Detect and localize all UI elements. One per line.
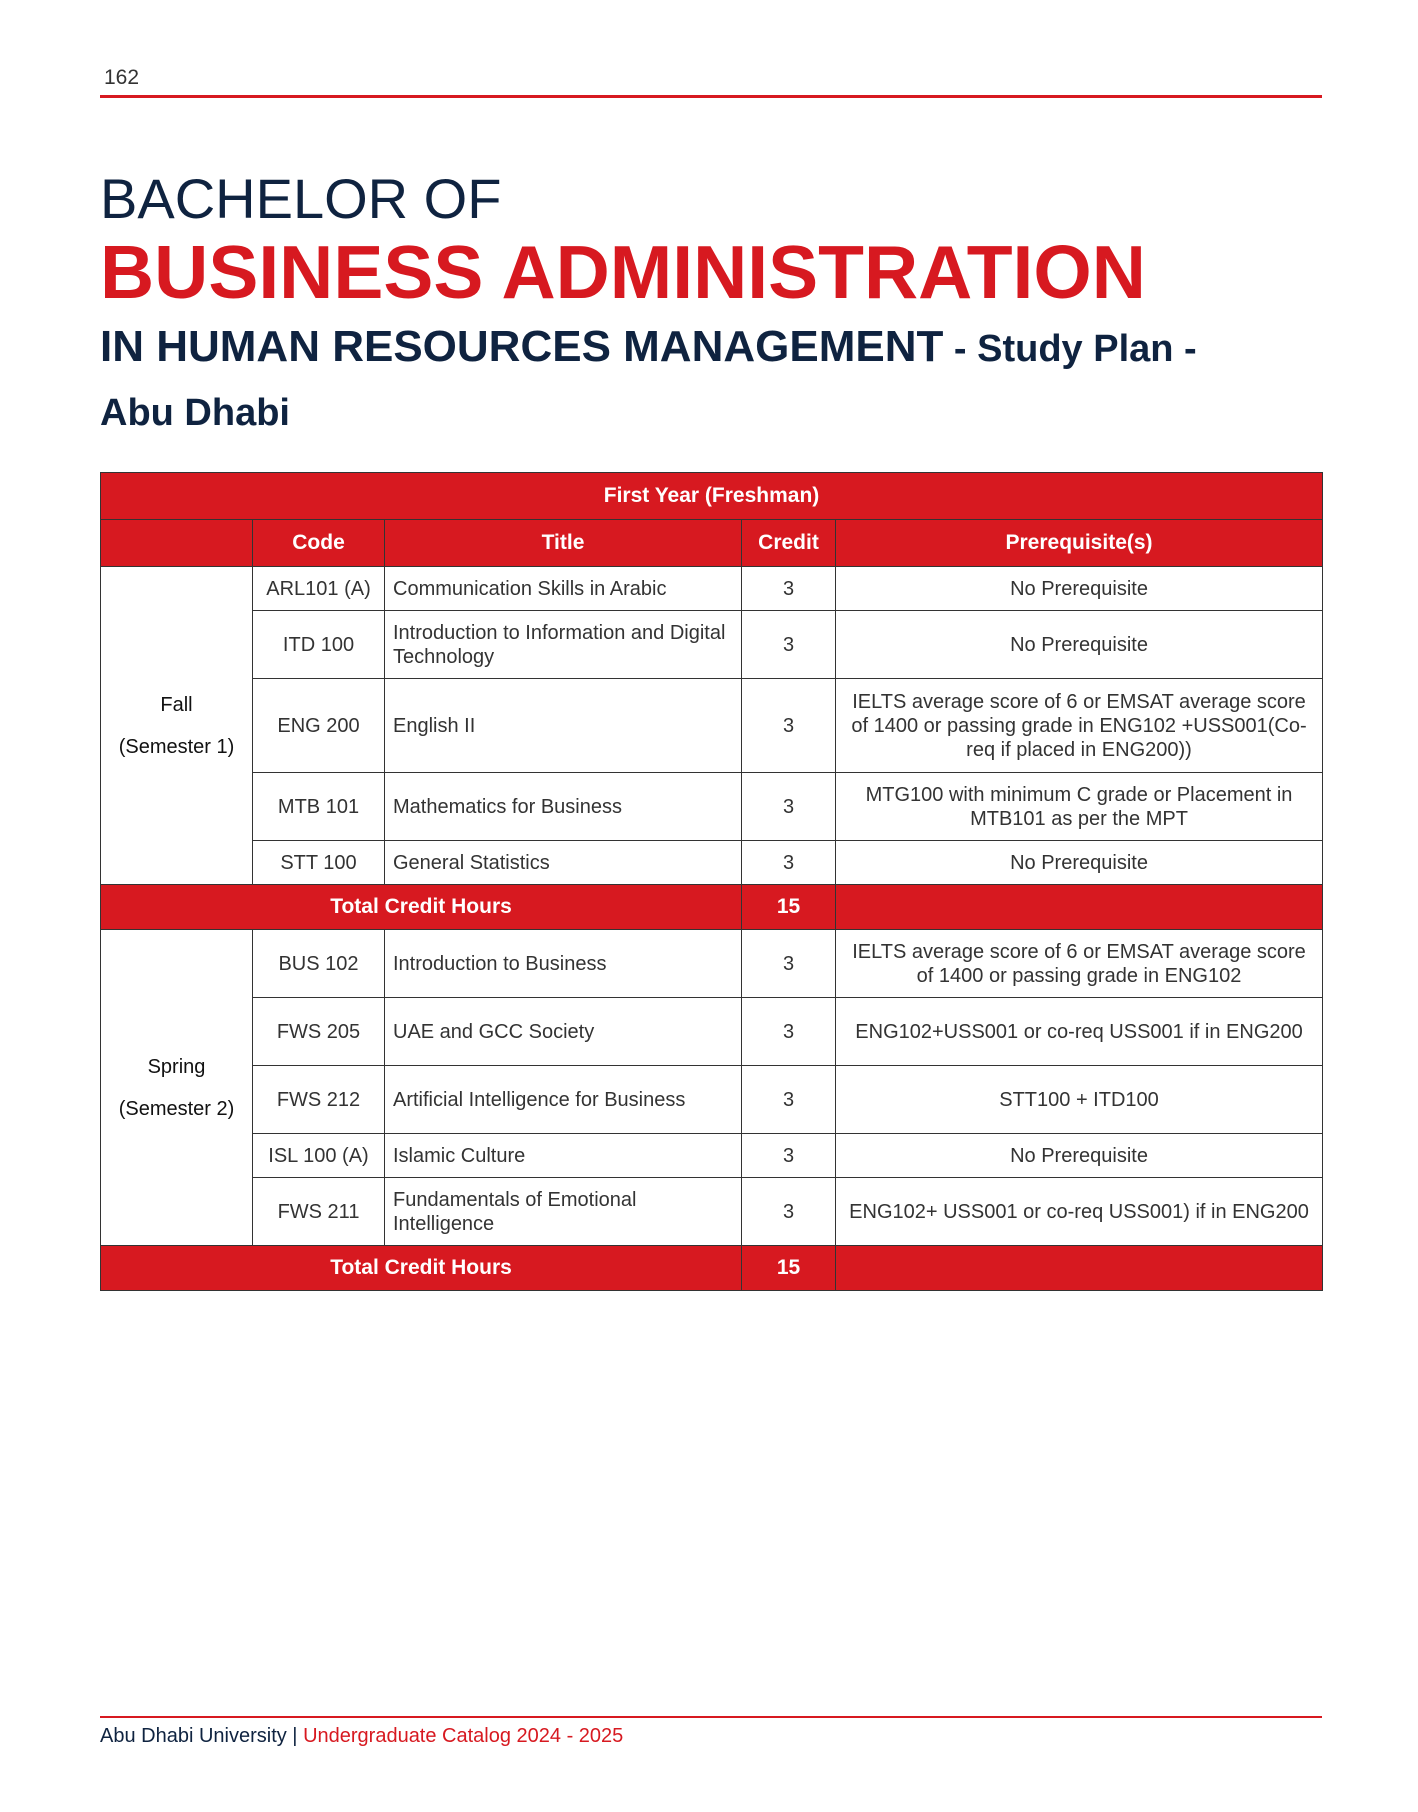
total-row (101, 1246, 1323, 1291)
total-credit-label: Total Credit Hours (101, 1246, 742, 1291)
course-code: STT 100 (253, 841, 385, 885)
total-row (101, 885, 1323, 930)
total-credit-value: 15 (742, 1246, 836, 1291)
course-title: Communication Skills in Arabic (385, 567, 742, 611)
title-line-2: BUSINESS ADMINISTRATION (100, 230, 1146, 314)
course-prerequisite: No Prerequisite (836, 567, 1323, 611)
table-row (101, 567, 1323, 611)
footer-catalog: Undergraduate Catalog 2024 - 2025 (303, 1725, 624, 1747)
course-title: Introduction to Business (385, 930, 742, 998)
table-row (101, 679, 1323, 773)
column-header-credit: Credit (742, 520, 836, 567)
title-line-3 (100, 316, 1330, 444)
table-row (101, 998, 1323, 1066)
course-credit: 3 (742, 998, 836, 1066)
course-credit: 3 (742, 567, 836, 611)
column-header-code: Code (253, 520, 385, 567)
course-title: Mathematics for Business (385, 773, 742, 841)
footer-divider (100, 1716, 1322, 1718)
footer-university: Abu Dhabi University (100, 1725, 287, 1747)
course-prerequisite: No Prerequisite (836, 841, 1323, 885)
course-credit: 3 (742, 930, 836, 998)
year-header: First Year (Freshman) (101, 473, 1323, 520)
semester-cell-spring (101, 930, 253, 1246)
course-credit: 3 (742, 841, 836, 885)
total-credit-value: 15 (742, 885, 836, 930)
total-credit-blank (836, 1246, 1323, 1291)
page-title (100, 168, 1330, 444)
course-credit: 3 (742, 773, 836, 841)
course-code: ARL101 (A) (253, 567, 385, 611)
course-title: Artificial Intelligence for Business (385, 1066, 742, 1134)
course-code: ENG 200 (253, 679, 385, 773)
total-credit-blank (836, 885, 1323, 930)
course-prerequisite: ENG102+ USS001 or co-req USS001) if in ENG200 (836, 1178, 1323, 1246)
course-title: Introduction to Information and Digital Technology (385, 611, 742, 679)
table-row (101, 1134, 1323, 1178)
title-line-3-main: IN HUMAN RESOURCES MANAGEMENT (100, 322, 944, 371)
course-prerequisite: No Prerequisite (836, 1134, 1323, 1178)
semester-name: Spring (147, 1055, 206, 1078)
study-plan-table (100, 472, 1323, 1291)
footer (100, 1725, 623, 1748)
course-prerequisite: IELTS average score of 6 or EMSAT average score of 1400 or passing grade in ENG102 +USS001(Co-req if placed in ENG200)) (836, 679, 1323, 773)
course-title: UAE and GCC Society (385, 998, 742, 1066)
footer-separator: | (286, 1725, 304, 1747)
course-prerequisite: MTG100 with minimum C grade or Placement in MTB101 as per the MPT (836, 773, 1323, 841)
course-title: Fundamentals of Emotional Intelligence (385, 1178, 742, 1246)
semester-label: (Semester 2) (118, 1097, 235, 1120)
course-credit: 3 (742, 611, 836, 679)
course-code: ITD 100 (253, 611, 385, 679)
course-credit: 3 (742, 679, 836, 773)
course-code: FWS 212 (253, 1066, 385, 1134)
course-credit: 3 (742, 1066, 836, 1134)
column-header-title: Title (385, 520, 742, 567)
semester-column-header (101, 520, 253, 567)
header-divider (100, 95, 1322, 98)
course-title: Islamic Culture (385, 1134, 742, 1178)
course-prerequisite: No Prerequisite (836, 611, 1323, 679)
course-title: English II (385, 679, 742, 773)
table-row (101, 611, 1323, 679)
table-row (101, 1178, 1323, 1246)
semester-label: (Semester 1) (118, 735, 235, 758)
title-line-3-suffix: - Study Plan - (943, 328, 1197, 370)
course-code: FWS 205 (253, 998, 385, 1066)
course-credit: 3 (742, 1134, 836, 1178)
course-code: FWS 211 (253, 1178, 385, 1246)
page-number: 162 (104, 66, 140, 89)
table-row (101, 930, 1323, 998)
course-credit: 3 (742, 1178, 836, 1246)
course-prerequisite: ENG102+USS001 or co-req USS001 if in ENG200 (836, 998, 1323, 1066)
title-line-4: Abu Dhabi (100, 392, 290, 434)
course-title: General Statistics (385, 841, 742, 885)
course-code: MTB 101 (253, 773, 385, 841)
table-row (101, 841, 1323, 885)
course-prerequisite: STT100 + ITD100 (836, 1066, 1323, 1134)
total-credit-label: Total Credit Hours (101, 885, 742, 930)
column-header-prerequisites: Prerequisite(s) (836, 520, 1323, 567)
title-line-1: BACHELOR OF (100, 167, 502, 230)
semester-cell-fall (101, 567, 253, 885)
course-code: BUS 102 (253, 930, 385, 998)
course-code: ISL 100 (A) (253, 1134, 385, 1178)
semester-name: Fall (160, 693, 193, 716)
table-row (101, 1066, 1323, 1134)
table-row (101, 773, 1323, 841)
course-prerequisite: IELTS average score of 6 or EMSAT average score of 1400 or passing grade in ENG102 (836, 930, 1323, 998)
